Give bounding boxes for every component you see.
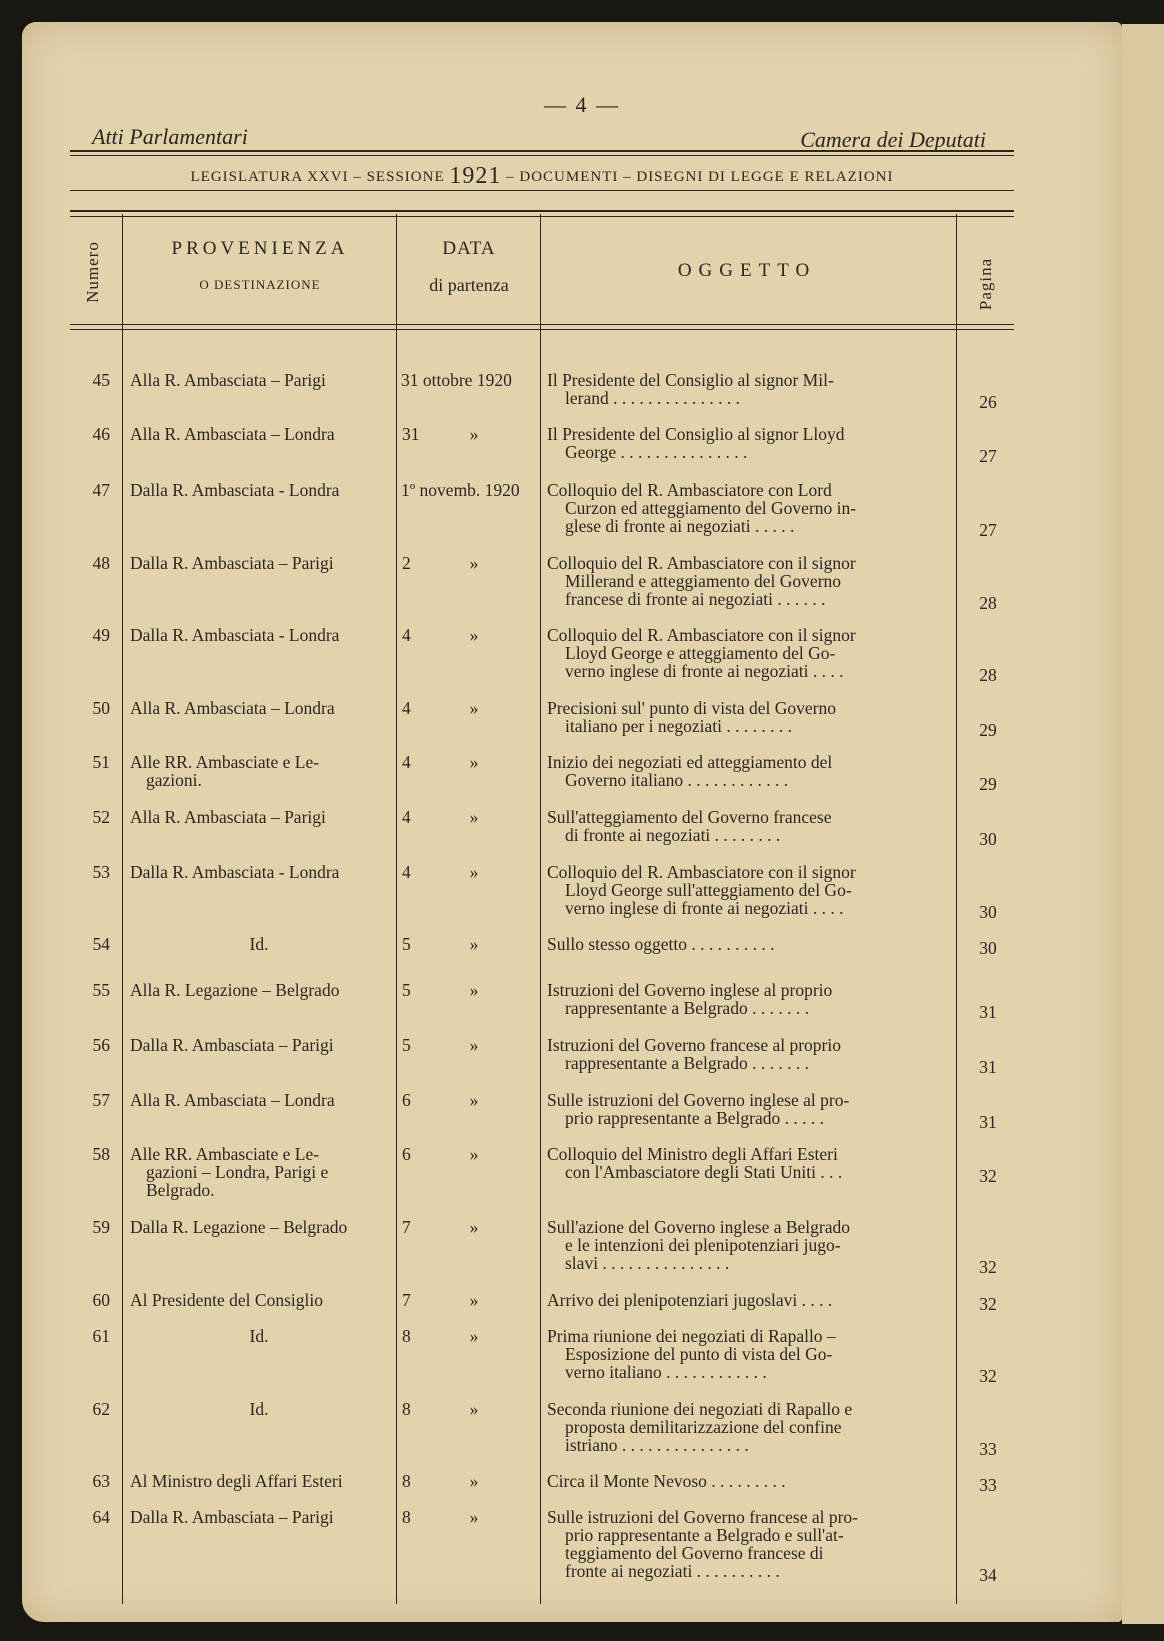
oggetto-line: rappresentante a Belgrado . . . . . . . (565, 1053, 809, 1073)
row-day: 5 (402, 1035, 411, 1055)
oggetto-line: Esposizione del punto di vista del Go- (565, 1344, 833, 1364)
row-pagina: 30 (979, 829, 997, 849)
oggetto-line: teggiamento del Governo francese di (565, 1543, 824, 1563)
row-provenienza (130, 1400, 388, 1418)
row-provenienza (130, 1327, 388, 1345)
row-oggetto (547, 1327, 939, 1381)
row-number: 64 (92, 1507, 110, 1527)
oggetto-line: Curzon ed atteggiamento del Governo in- (565, 498, 857, 518)
ditto-mark: » (469, 625, 479, 645)
row-number: 46 (92, 424, 110, 444)
row-provenienza (130, 1145, 388, 1199)
row-pagina: 33 (979, 1439, 997, 1459)
row-number: 59 (92, 1217, 110, 1237)
ditto-mark: » (469, 1326, 479, 1346)
row-provenienza (130, 481, 388, 499)
row-pagina: 32 (979, 1294, 997, 1314)
row-day: 8 (402, 1471, 411, 1491)
oggetto-line: Colloquio del R. Ambasciatore con il signor (547, 862, 856, 882)
ditto-mark: » (469, 1507, 479, 1527)
oggetto-line: fronte ai negoziati . . . . . . . . . . (565, 1561, 780, 1581)
row-pagina: 27 (979, 446, 997, 466)
oggetto-line: verno inglese di fronte ai negoziati . . . . (565, 661, 844, 681)
provenienza-line: Alla R. Ambasciata – Londra (130, 698, 335, 718)
provenienza-line: Al Ministro degli Affari Esteri (130, 1471, 343, 1491)
row-oggetto (547, 935, 939, 953)
row-pagina: 34 (979, 1565, 997, 1585)
oggetto-line: rappresentante a Belgrado . . . . . . . (565, 998, 809, 1018)
row-number: 47 (92, 480, 110, 500)
row-oggetto (547, 863, 939, 917)
column-divider (396, 214, 397, 1604)
row-provenienza (130, 981, 388, 999)
provenienza-line: Dalla R. Ambasciata – Parigi (130, 1507, 334, 1527)
oggetto-line: Istruzioni del Governo inglese al proprio (547, 980, 833, 1000)
row-pagina: 30 (979, 902, 997, 922)
column-header-provenienza: PROVENIENZA (171, 238, 349, 259)
ditto-mark: » (469, 1471, 479, 1491)
provenienza-line: Id. (249, 1399, 269, 1419)
row-provenienza (130, 699, 388, 717)
row-pagina: 30 (979, 938, 997, 958)
row-day: 8 (402, 1326, 411, 1346)
row-provenienza (130, 935, 388, 953)
row-day: 6 (402, 1090, 411, 1110)
oggetto-line: Sulle istruzioni del Governo francese al pro- (547, 1507, 859, 1527)
provenienza-line: Al Presidente del Consiglio (130, 1290, 323, 1310)
row-oggetto (547, 1218, 939, 1272)
row-day: 8 (402, 1399, 411, 1419)
row-provenienza (130, 371, 388, 389)
running-head-right: Camera dei Deputati (800, 127, 986, 152)
column-header-oggetto: OGGETTO (677, 260, 817, 281)
row-day: 8 (402, 1507, 411, 1527)
row-oggetto (547, 753, 939, 789)
row-oggetto (547, 699, 939, 735)
ditto-mark: » (469, 807, 479, 827)
oggetto-line: Millerand e atteggiamento del Governo (565, 571, 842, 591)
row-provenienza (130, 1218, 388, 1236)
row-provenienza (130, 554, 388, 572)
provenienza-line: gazioni. (146, 770, 202, 790)
ditto-mark: » (469, 1217, 479, 1237)
oggetto-line: prio rappresentante a Belgrado e sull'at- (565, 1525, 844, 1545)
row-day: 5 (402, 980, 411, 1000)
oggetto-line: Precisioni sul' punto di vista del Governo (547, 698, 836, 718)
ditto-mark: » (469, 553, 479, 573)
page-number: — 4 — (544, 92, 620, 117)
row-day: 4 (402, 698, 411, 718)
oggetto-line: Lloyd George sull'atteggiamento del Go- (565, 880, 852, 900)
row-provenienza (130, 1091, 388, 1109)
column-header-destinazione: O DESTINAZIONE (199, 277, 321, 292)
row-pagina: 31 (979, 1002, 997, 1022)
table-top-rule (70, 216, 1014, 217)
row-number: 56 (92, 1035, 110, 1055)
row-number: 52 (92, 807, 110, 827)
ditto-mark: » (469, 934, 479, 954)
oggetto-line: George . . . . . . . . . . . . . . . (565, 442, 748, 462)
oggetto-line: istriano . . . . . . . . . . . . . . . (565, 1435, 749, 1455)
oggetto-line: Arrivo dei plenipotenziari jugoslavi . . . . (547, 1290, 833, 1310)
row-day: 2 (402, 553, 411, 573)
row-day: 4 (402, 625, 411, 645)
provenienza-line: Dalla R. Ambasciata - Londra (130, 862, 340, 882)
row-number: 49 (92, 625, 110, 645)
row-day: 4 (402, 752, 411, 772)
row-pagina: 32 (979, 1257, 997, 1277)
oggetto-line: slavi . . . . . . . . . . . . . . . (565, 1253, 730, 1273)
ditto-mark: » (469, 1035, 479, 1055)
oggetto-line: Istruzioni del Governo francese al proprio (547, 1035, 841, 1055)
row-provenienza (130, 753, 388, 789)
column-header-data: DATA (442, 238, 496, 259)
row-pagina: 27 (979, 520, 997, 540)
provenienza-line: Dalla R. Ambasciata – Parigi (130, 1035, 334, 1055)
row-oggetto (547, 981, 939, 1017)
row-number: 53 (92, 862, 110, 882)
row-provenienza (130, 808, 388, 826)
provenienza-line: Id. (249, 1326, 269, 1346)
table-head-rule (70, 329, 1014, 330)
row-pagina: 28 (979, 593, 997, 613)
row-pagina: 33 (979, 1475, 997, 1495)
oggetto-line: con l'Ambasciatore degli Stati Uniti . . . (565, 1162, 843, 1182)
row-number: 63 (92, 1471, 110, 1491)
provenienza-line: Alla R. Ambasciata – Parigi (130, 807, 326, 827)
row-pagina: 29 (979, 720, 997, 740)
row-oggetto (547, 1508, 939, 1580)
oggetto-line: proposta demilitarizzazione del confine (565, 1417, 842, 1437)
row-oggetto (547, 1036, 939, 1072)
row-oggetto (547, 554, 939, 608)
row-provenienza (130, 1036, 388, 1054)
oggetto-line: Governo italiano . . . . . . . . . . . . (565, 770, 789, 790)
oggetto-line: Sulle istruzioni del Governo inglese al pro- (547, 1090, 850, 1110)
provenienza-line: Alla R. Ambasciata – Parigi (130, 370, 326, 390)
row-number: 50 (92, 698, 110, 718)
ditto-mark: » (469, 862, 479, 882)
row-provenienza (130, 1472, 388, 1490)
oggetto-line: Circa il Monte Nevoso . . . . . . . . . (547, 1471, 786, 1491)
row-number: 51 (92, 752, 110, 772)
row-day: 5 (402, 934, 411, 954)
provenienza-line: Dalla R. Legazione – Belgrado (130, 1217, 348, 1237)
column-header-pagina: Pagina (976, 257, 995, 311)
row-day: 7 (402, 1290, 411, 1310)
row-day: 7 (402, 1217, 411, 1237)
oggetto-line: Lloyd George e atteggiamento del Go- (565, 643, 836, 663)
provenienza-line: Alle RR. Ambasciate e Le- (130, 752, 320, 772)
oggetto-line: Sull'azione del Governo inglese a Belgrado (547, 1217, 850, 1237)
row-oggetto (547, 371, 939, 407)
oggetto-line: Il Presidente del Consiglio al signor Lloyd (547, 424, 845, 444)
row-pagina: 31 (979, 1057, 997, 1077)
row-pagina: 32 (979, 1166, 997, 1186)
header-rule (70, 155, 1014, 156)
provenienza-line: Id. (249, 934, 269, 954)
ditto-mark: » (469, 1290, 479, 1310)
column-divider (956, 214, 957, 1604)
oggetto-line: Sull'atteggiamento del Governo francese (547, 807, 832, 827)
oggetto-line: Colloquio del R. Ambasciatore con il signor (547, 625, 856, 645)
provenienza-line: Belgrado. (146, 1180, 215, 1200)
row-number: 57 (92, 1090, 110, 1110)
row-number: 58 (92, 1144, 110, 1164)
row-day: 31 (402, 424, 420, 444)
series-line: LEGISLATURA XXVI – SESSIONE 1921 – DOCUMENTI – DISEGNI DI LEGGE E RELAZIONI (190, 163, 894, 189)
oggetto-line: lerand . . . . . . . . . . . . . . . (565, 388, 740, 408)
row-day: 4 (402, 807, 411, 827)
oggetto-line: glese di fronte ai negoziati . . . . . (565, 516, 795, 536)
oggetto-line: verno inglese di fronte ai negoziati . . . . (565, 898, 844, 918)
table-top-rule (70, 210, 1014, 212)
provenienza-line: gazioni – Londra, Parigi e (146, 1162, 329, 1182)
row-number: 45 (92, 370, 110, 390)
oggetto-line: italiano per i negoziati . . . . . . . . (565, 716, 792, 736)
row-number: 54 (92, 934, 110, 954)
column-divider (540, 214, 541, 1604)
row-pagina: 28 (979, 665, 997, 685)
row-number: 60 (92, 1290, 110, 1310)
oggetto-line: Colloquio del R. Ambasciatore con Lord (547, 480, 832, 500)
provenienza-line: Alla R. Legazione – Belgrado (130, 980, 340, 1000)
row-date: 1º novemb. 1920 (401, 480, 520, 500)
row-day: 4 (402, 862, 411, 882)
row-provenienza (130, 626, 388, 644)
row-oggetto (547, 425, 939, 461)
row-oggetto (547, 626, 939, 680)
row-oggetto (547, 808, 939, 844)
column-divider (122, 214, 123, 1604)
row-day: 6 (402, 1144, 411, 1164)
column-header-partenza: di partenza (429, 275, 509, 295)
provenienza-line: Dalla R. Ambasciata - Londra (130, 625, 340, 645)
oggetto-line: verno italiano . . . . . . . . . . . . (565, 1362, 767, 1382)
ditto-mark: » (469, 1090, 479, 1110)
row-pagina: 31 (979, 1112, 997, 1132)
running-head-left: Atti Parlamentari (92, 124, 248, 149)
row-number: 61 (92, 1326, 110, 1346)
row-oggetto (547, 1145, 939, 1181)
row-oggetto (547, 1472, 939, 1490)
row-oggetto (547, 1291, 939, 1309)
oggetto-line: Colloquio del Ministro degli Affari Esteri (547, 1144, 838, 1164)
row-date: 31 ottobre 1920 (401, 370, 512, 390)
row-oggetto (547, 1091, 939, 1127)
table-head-rule (70, 324, 1014, 325)
ditto-mark: » (469, 698, 479, 718)
row-oggetto (547, 1400, 939, 1454)
oggetto-line: Prima riunione dei negoziati di Rapallo – (547, 1326, 836, 1346)
provenienza-line: Alla R. Ambasciata – Londra (130, 1090, 335, 1110)
oggetto-line: francese di fronte ai negoziati . . . . . . (565, 589, 826, 609)
row-provenienza (130, 1508, 388, 1526)
oggetto-line: Seconda riunione dei negoziati di Rapallo e (547, 1399, 853, 1419)
row-pagina: 26 (979, 392, 997, 412)
row-number: 62 (92, 1399, 110, 1419)
oggetto-line: di fronte ai negoziati . . . . . . . . (565, 825, 781, 845)
ditto-mark: » (469, 980, 479, 1000)
oggetto-line: e le intenzioni dei plenipotenziari jugo- (565, 1235, 841, 1255)
column-header-numero: Numero (83, 241, 102, 303)
row-provenienza (130, 1291, 388, 1309)
oggetto-line: Inizio dei negoziati ed atteggiamento del (547, 752, 833, 772)
oggetto-line: Sullo stesso oggetto . . . . . . . . . . (547, 934, 775, 954)
provenienza-line: Alle RR. Ambasciate e Le- (130, 1144, 320, 1164)
row-pagina: 29 (979, 774, 997, 794)
ditto-mark: » (469, 1144, 479, 1164)
provenienza-line: Dalla R. Ambasciata - Londra (130, 480, 340, 500)
row-provenienza (130, 863, 388, 881)
row-pagina: 32 (979, 1366, 997, 1386)
adjacent-page-edge (1122, 24, 1164, 1624)
oggetto-line: Colloquio del R. Ambasciatore con il signor (547, 553, 856, 573)
row-provenienza (130, 425, 388, 443)
row-oggetto (547, 481, 939, 535)
row-number: 48 (92, 553, 110, 573)
header-rule (70, 190, 1014, 191)
oggetto-line: prio rappresentante a Belgrado . . . . . (565, 1108, 825, 1128)
provenienza-line: Alla R. Ambasciata – Londra (130, 424, 335, 444)
header-rule (70, 150, 1014, 152)
oggetto-line: Il Presidente del Consiglio al signor Mil- (547, 370, 834, 390)
ditto-mark: » (469, 752, 479, 772)
provenienza-line: Dalla R. Ambasciata – Parigi (130, 553, 334, 573)
row-number: 55 (92, 980, 110, 1000)
ditto-mark: » (469, 1399, 479, 1419)
ditto-mark: » (469, 424, 479, 444)
